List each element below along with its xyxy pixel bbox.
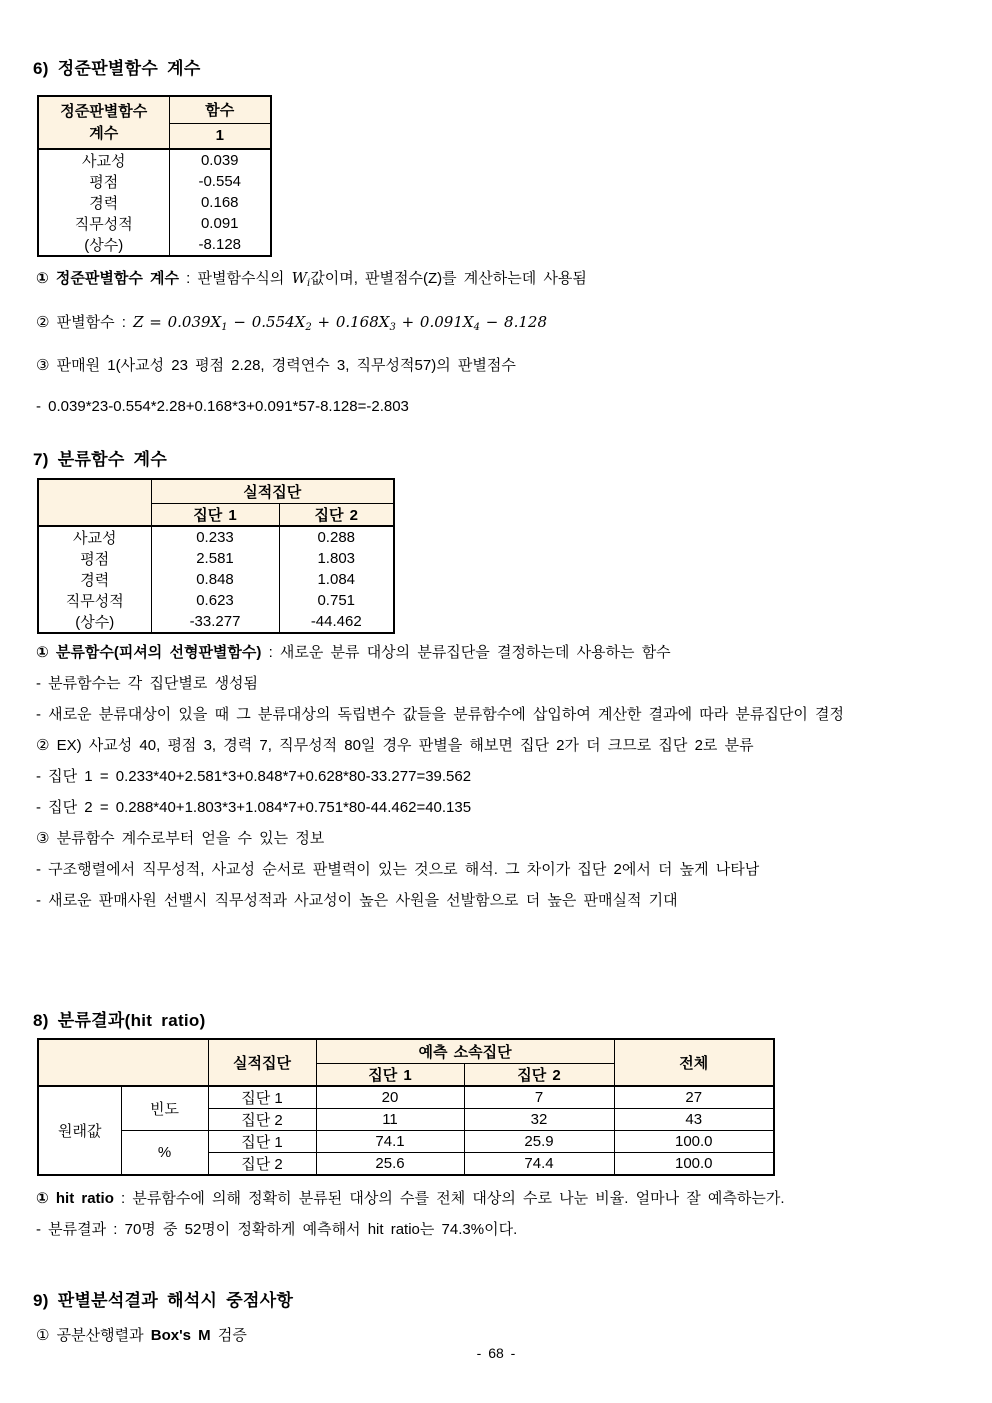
note-boxs-m bbox=[36, 1326, 964, 1346]
variable-label: 경력 bbox=[38, 192, 169, 213]
predicted-group1-value: 11 bbox=[316, 1109, 464, 1131]
table-row bbox=[38, 569, 394, 590]
table-row bbox=[38, 548, 394, 569]
coefficient-value: 0.091 bbox=[169, 213, 271, 234]
w-symbol: W bbox=[291, 269, 308, 287]
page-number: - 68 - bbox=[476, 1345, 516, 1361]
table-row bbox=[38, 590, 394, 611]
table8-actual-group-header: 실적집단 bbox=[208, 1039, 316, 1086]
group2-value: 1.084 bbox=[279, 569, 394, 590]
table6-col-subheader: 1 bbox=[169, 123, 271, 149]
table8-col-header-group1: 집단 1 bbox=[316, 1063, 464, 1086]
note-group1-calc: - 집단 1 = 0.233*40+2.581*3+0.848*7+0.628*80-33.277=39.562 bbox=[36, 768, 472, 785]
group2-value: 1.803 bbox=[279, 548, 394, 569]
table8-predicted-group-header: 예측 소속집단 bbox=[316, 1039, 614, 1063]
group1-value: -33.277 bbox=[151, 611, 279, 633]
note-score-calculation: - 0.039*23-0.554*2.28+0.168*3+0.091*57-8.128=-2.803 bbox=[36, 398, 409, 415]
formula-subscript: 1 bbox=[221, 322, 228, 333]
row-label: 집단 1 bbox=[208, 1086, 316, 1109]
variable-label: 평점 bbox=[38, 171, 169, 192]
table-row bbox=[38, 234, 271, 256]
row-label: 집단 2 bbox=[208, 1153, 316, 1176]
section7-notes bbox=[36, 643, 964, 922]
table7-col-header-group2: 집단 2 bbox=[279, 503, 394, 526]
classification-coefficients-table bbox=[37, 478, 395, 634]
variable-label: 직무성적 bbox=[38, 213, 169, 234]
row-label: 집단 2 bbox=[208, 1109, 316, 1131]
table-row bbox=[38, 611, 394, 633]
formula-term: Z = 0.039X bbox=[133, 313, 222, 331]
formula-subscript: 4 bbox=[473, 322, 480, 333]
table6-row-header bbox=[38, 96, 169, 149]
coefficient-value: 0.168 bbox=[169, 192, 271, 213]
note-text: : 판별함수식의 bbox=[178, 270, 292, 287]
variable-label: 경력 bbox=[38, 569, 151, 590]
table8-blank-header bbox=[38, 1039, 208, 1086]
variable-label: 사교성 bbox=[38, 149, 169, 171]
note-hit-ratio bbox=[36, 1189, 964, 1209]
section6-notes bbox=[36, 268, 964, 438]
note-bold-term: ① 분류함수(피셔의 선형판별함수) bbox=[36, 644, 262, 661]
note-text: : 새로운 분류 대상의 분류집단을 결정하는데 사용하는 함수 bbox=[261, 644, 671, 661]
table6-row-header-line2: 계수 bbox=[89, 124, 119, 142]
note-info-from-coeff: ③ 분류함수 계수로부터 얻을 수 있는 정보 bbox=[36, 830, 325, 847]
table-row bbox=[38, 192, 271, 213]
note-new-target: - 새로운 분류대상이 있을 때 그 분류대상의 독립변수 값들을 분류함수에 삽입하여 계산한 결과에 따라 분류집단이 결정 bbox=[36, 706, 845, 723]
table8-total-header: 전체 bbox=[614, 1039, 774, 1086]
note-salesperson-score: ③ 판매원 1(사교성 23 평점 2.28, 경력연수 3, 직무성적57)의 판별점수 bbox=[36, 357, 516, 374]
section8-notes bbox=[36, 1189, 964, 1251]
predicted-group2-value: 32 bbox=[464, 1109, 614, 1131]
variable-label: 직무성적 bbox=[38, 590, 151, 611]
total-value: 100.0 bbox=[614, 1153, 774, 1176]
note-example: ② EX) 사교성 40, 평점 3, 경력 7, 직무성적 80일 경우 판별을 해보면 집단 2가 더 크므로 집단 2로 분류 bbox=[36, 737, 754, 754]
table-row bbox=[38, 1131, 774, 1153]
table7-group-header: 실적집단 bbox=[151, 479, 394, 503]
table7-col-header-group1: 집단 1 bbox=[151, 503, 279, 526]
section9-notes bbox=[36, 1326, 964, 1346]
section7-heading: 7) 분류함수 계수 bbox=[33, 450, 168, 469]
row-label: 집단 1 bbox=[208, 1131, 316, 1153]
note-text: ② 판별함수 : bbox=[36, 314, 134, 331]
formula-term: + 0.168X bbox=[311, 313, 390, 331]
classification-results-table bbox=[37, 1038, 775, 1176]
note-text: 값이며, 판별점수(Z)를 계산하는데 사용됨 bbox=[310, 270, 587, 287]
variable-label: (상수) bbox=[38, 611, 151, 633]
w-subscript: i bbox=[307, 278, 311, 289]
formula-term: − 0.554X bbox=[227, 313, 306, 331]
table-row bbox=[38, 171, 271, 192]
note-discriminant-function bbox=[36, 312, 964, 335]
note-per-group: - 분류함수는 각 집단별로 생성됨 bbox=[36, 675, 259, 692]
predicted-group1-value: 25.6 bbox=[316, 1153, 464, 1176]
total-value: 27 bbox=[614, 1086, 774, 1109]
note-text: 검증 bbox=[210, 1327, 247, 1344]
formula-subscript: 3 bbox=[389, 322, 396, 333]
total-value: 100.0 bbox=[614, 1131, 774, 1153]
table7-blank-header bbox=[38, 479, 151, 526]
note-bold-term: ① hit ratio bbox=[36, 1190, 114, 1207]
group1-value: 0.848 bbox=[151, 569, 279, 590]
note-classification-result: - 분류결과 : 70명 중 52명이 정확하게 예측해서 hit ratio는 74.3%이다. bbox=[36, 1221, 518, 1238]
note-bold-term: ① 정준판별함수 계수 bbox=[36, 270, 179, 287]
predicted-group1-value: 74.1 bbox=[316, 1131, 464, 1153]
predicted-group2-value: 74.4 bbox=[464, 1153, 614, 1176]
formula-term: + 0.091X bbox=[395, 313, 474, 331]
formula-term: − 8.128 bbox=[479, 313, 547, 331]
group1-value: 0.233 bbox=[151, 526, 279, 548]
predicted-group2-value: 25.9 bbox=[464, 1131, 614, 1153]
coefficient-value: 0.039 bbox=[169, 149, 271, 171]
predicted-group1-value: 20 bbox=[316, 1086, 464, 1109]
variable-label: 평점 bbox=[38, 548, 151, 569]
variable-label: (상수) bbox=[38, 234, 169, 256]
table-row bbox=[38, 1086, 774, 1109]
total-value: 43 bbox=[614, 1109, 774, 1131]
note-group2-calc: - 집단 2 = 0.288*40+1.803*3+1.084*7+0.751*80-44.462=40.135 bbox=[36, 799, 472, 816]
variable-label: 사교성 bbox=[38, 526, 151, 548]
frequency-label: 빈도 bbox=[121, 1086, 208, 1131]
note-selection: - 새로운 판매사원 선밸시 직무성적과 사교성이 높은 사원을 선발함으로 더 높은 판매실적 기대 bbox=[36, 892, 678, 909]
group1-value: 0.623 bbox=[151, 590, 279, 611]
table-row bbox=[38, 213, 271, 234]
group2-value: -44.462 bbox=[279, 611, 394, 633]
section9-heading: 9) 판별분석결과 해석시 중점사항 bbox=[33, 1291, 294, 1310]
section6-heading: 6) 정준판별함수 계수 bbox=[33, 59, 201, 78]
coefficient-value: -8.128 bbox=[169, 234, 271, 256]
table6-col-header: 함수 bbox=[169, 96, 271, 123]
formula-subscript: 2 bbox=[305, 322, 312, 333]
group2-value: 0.288 bbox=[279, 526, 394, 548]
table-row bbox=[38, 526, 394, 548]
note-structure-matrix: - 구조행렬에서 직무성적, 사교성 순서로 판별력이 있는 것으로 해석. 그 차이가 집단 2에서 더 높게 나타남 bbox=[36, 861, 760, 878]
coefficient-value: -0.554 bbox=[169, 171, 271, 192]
section8-heading: 8) 분류결과(hit ratio) bbox=[33, 1011, 206, 1030]
canonical-coefficients-table bbox=[37, 95, 272, 257]
note-text: ① 공분산행렬과 bbox=[36, 1327, 151, 1344]
table6-row-header-line1: 정준판별함수 bbox=[60, 102, 148, 120]
note-bold-term: Box's M bbox=[150, 1327, 211, 1344]
percent-label: % bbox=[121, 1131, 208, 1176]
original-values-label: 원래값 bbox=[38, 1086, 121, 1175]
note-canonical-coefficient bbox=[36, 268, 964, 291]
table8-col-header-group2: 집단 2 bbox=[464, 1063, 614, 1086]
group2-value: 0.751 bbox=[279, 590, 394, 611]
note-text: : 분류함수에 의해 정확히 분류된 대상의 수를 전체 대상의 수로 나눈 비율. 얼마나 잘 예측하는가. bbox=[113, 1190, 785, 1207]
table-row bbox=[38, 149, 271, 171]
group1-value: 2.581 bbox=[151, 548, 279, 569]
note-classification-function bbox=[36, 643, 964, 663]
predicted-group2-value: 7 bbox=[464, 1086, 614, 1109]
